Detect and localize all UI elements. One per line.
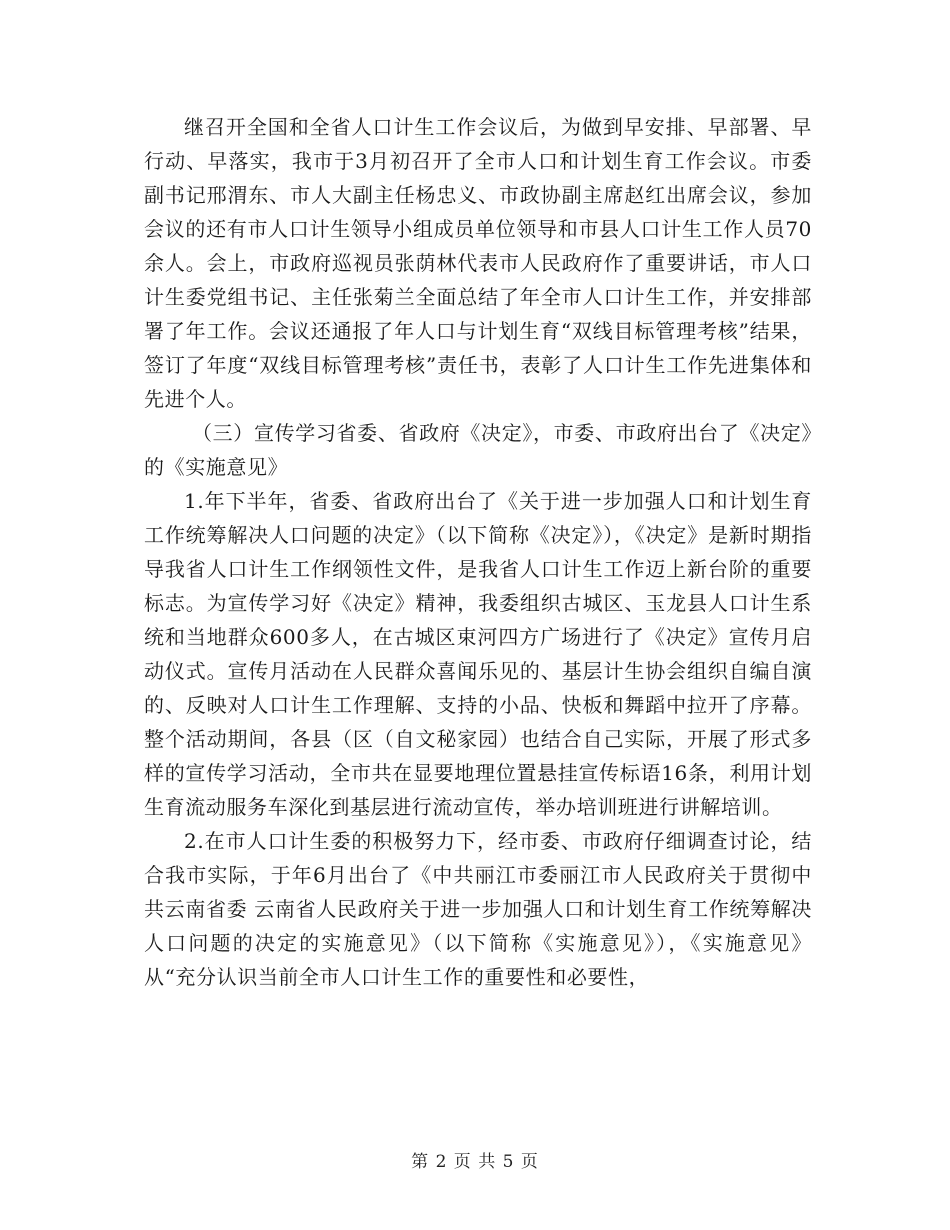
page-label-prefix: 第 <box>411 1152 430 1172</box>
page-label-mid: 页 共 <box>453 1152 497 1172</box>
page-label-suffix: 页 <box>520 1152 539 1172</box>
paragraph-meeting-summary: 继召开全国和全省人口计生工作会议后，为做到早安排、早部署、早行动、早落实，我市于3月初召开了全市人口和计划生育工作会议。市委副书记邢渭东、市人大副主任杨忠义、市政协副主席赵红出席会议，参加会议的还有市人口计生领导小组成员单位领导和市县人口计生工作人员70余人。会上，市政府巡视员张荫林代表市人民政府作了重要讲话，市人口计生委党组书记、主任张菊兰全面总结了年全市人口计生工作，并安排部署了年工作。会议还通报了年人口与计划生育“双线目标管理考核”结果，签订了年度“双线目标管理考核”责任书，表彰了人口计生工作先进集体和先进个人。 <box>144 115 812 411</box>
paragraph-item-two: 2.在市人口计生委的积极努力下，经市委、市政府仔细调查讨论，结合我市实际，于年6月出台了《中共丽江市委丽江市人民政府关于贯彻中共云南省委 云南省人民政府关于进一步加强人口和计划生育工作统筹解决人口问题的决定的实施意见》（以下简称《实施意见》），《实施意见》从“充分认识当前全市人口计生工作的重要性和必要性， <box>144 829 812 989</box>
total-page-count: 5 <box>502 1152 515 1172</box>
paragraph-item-one: 1.年下半年，省委、省政府出台了《关于进一步加强人口和计划生育工作统筹解决人口问题的决定》（以下简称《决定》），《决定》是新时期指导我省人口计生工作纲领性文件，是我省人口计生工作迈上新台阶的重要标志。为宣传学习好《决定》精神，我委组织古城区、玉龙县人口计生系统和当地群众600多人，在古城区束河四方广场进行了《决定》宣传月启动仪式。宣传月活动在人民群众喜闻乐见的、基层计生协会组织自编自演的、反映对人口计生工作理解、支持的小品、快板和舞蹈中拉开了序幕。整个活动期间，各县（区（自文秘家园）也结合自己实际，开展了形式多样的宣传学习活动，全市共在显要地理位置悬挂宣传标语16条，利用计划生育流动服务车深化到基层进行流动宣传，举办培训班进行讲解培训。 <box>144 489 812 819</box>
document-body <box>144 110 812 994</box>
page-footer <box>0 1147 950 1172</box>
current-page-number: 2 <box>435 1152 448 1172</box>
section-heading-three: （三）宣传学习省委、省政府《决定》，市委、市政府出台了《决定》的《实施意见》 <box>144 421 812 479</box>
